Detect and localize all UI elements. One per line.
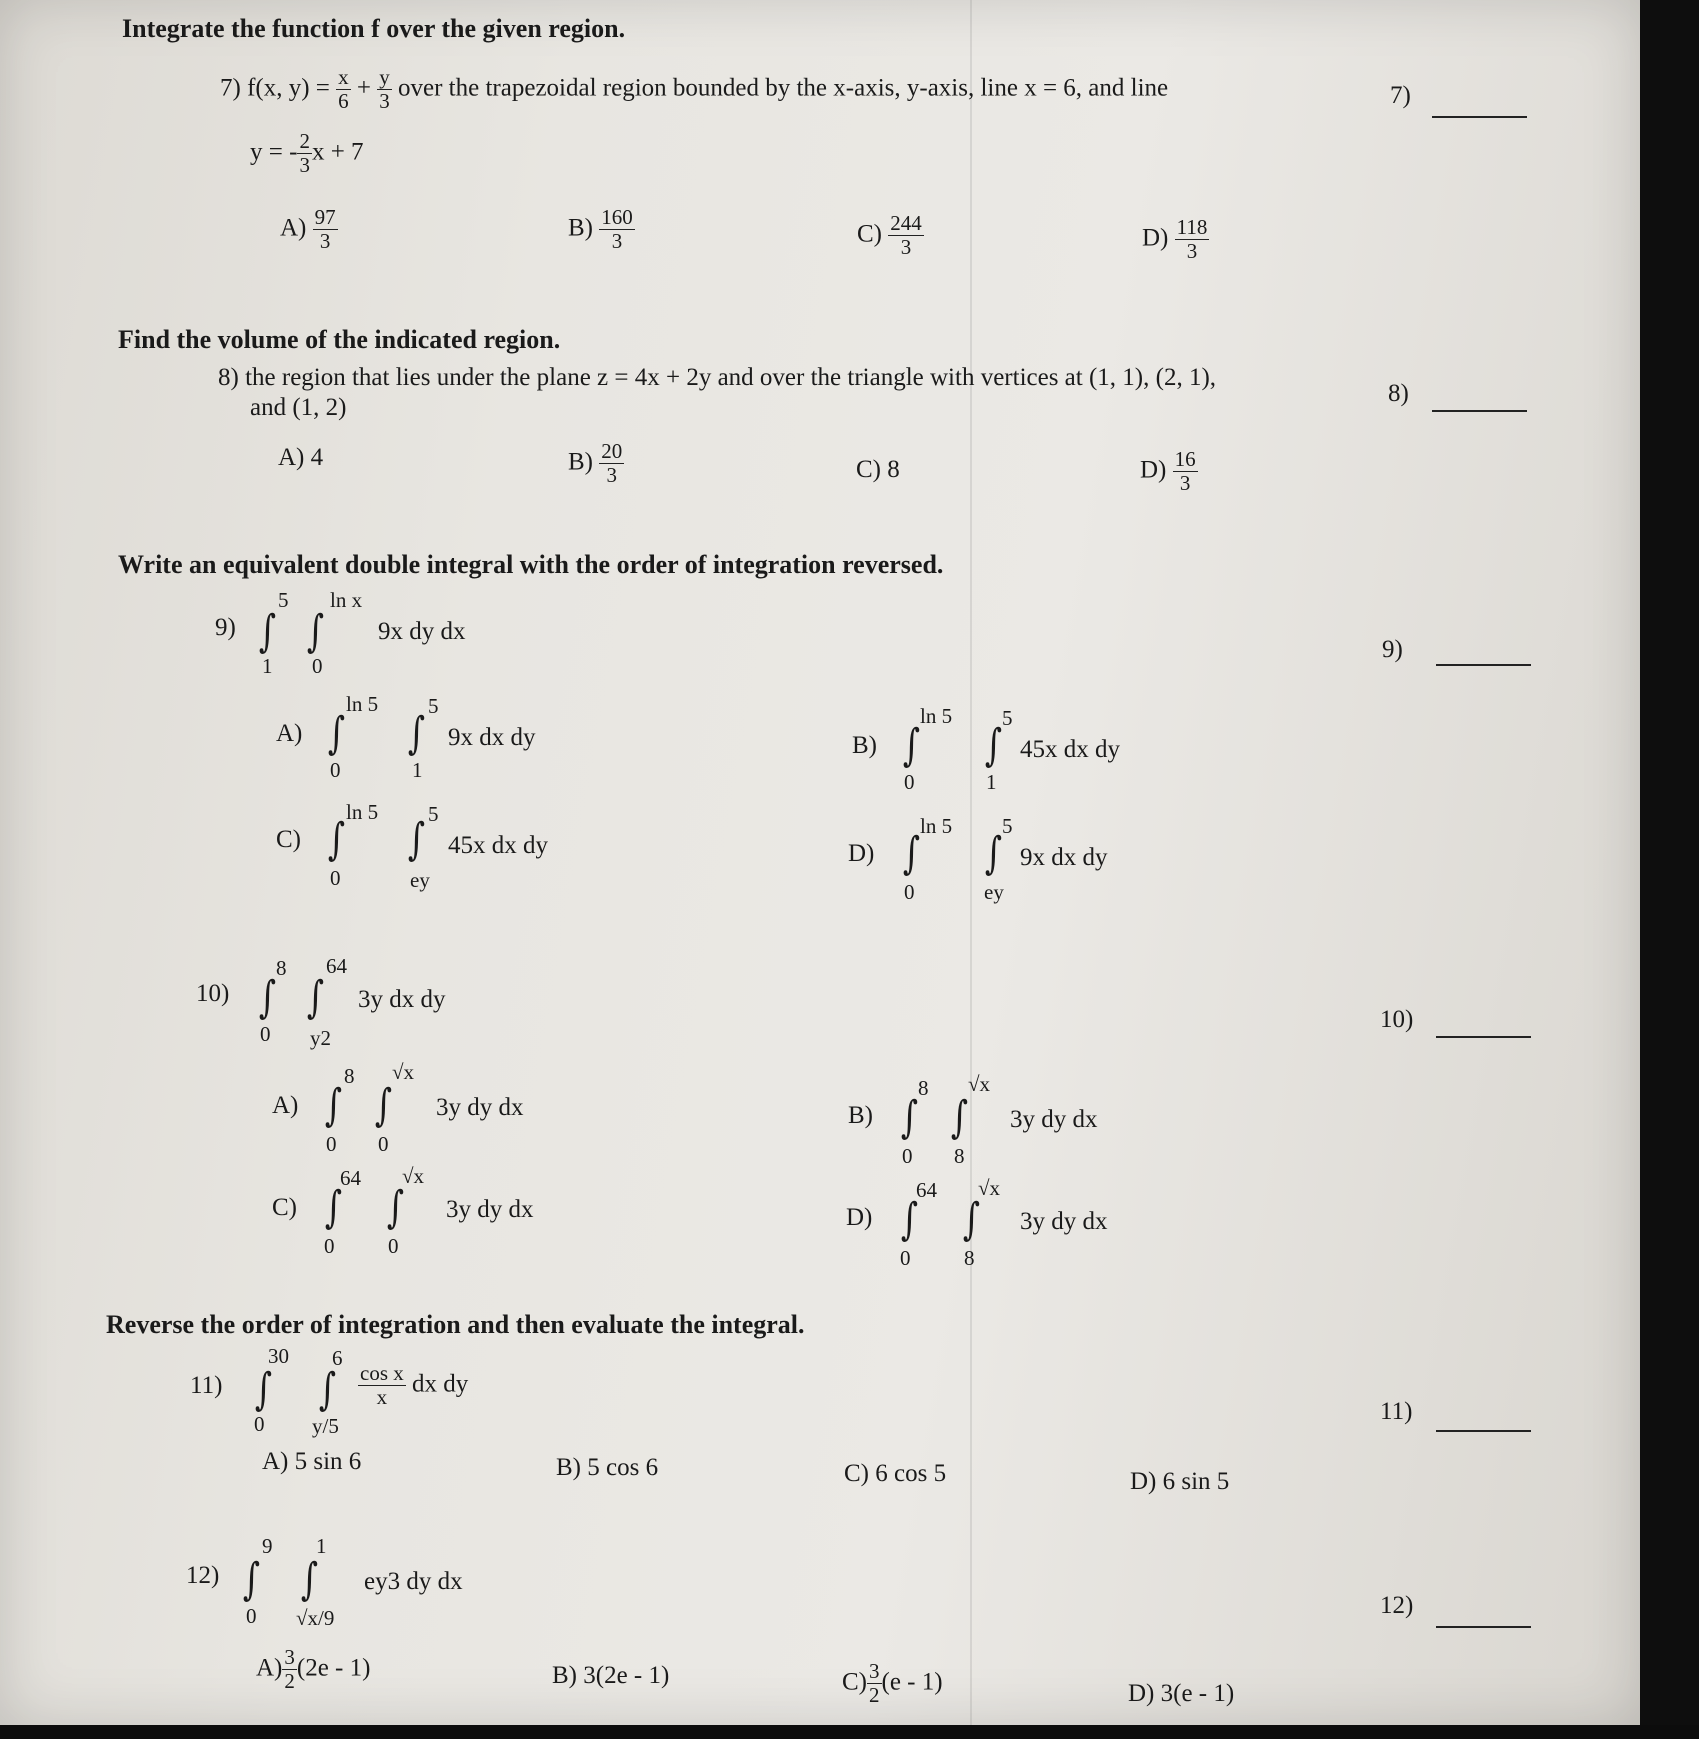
q10-choice-b-label[interactable]: B) [848,1102,873,1129]
q11-answer-blank[interactable] [1436,1430,1531,1432]
q7-answer-blank[interactable] [1432,116,1527,118]
q10-answer-blank[interactable] [1436,1036,1531,1038]
q11-answer-number: 11) [1380,1398,1413,1425]
q9-answer-number: 9) [1382,636,1403,663]
q9-choice-d-label[interactable]: D) [848,840,875,867]
q9-b-outer-lower: 0 [904,770,915,794]
q12-choice-a[interactable]: A) $\frac{3}{2}$ (2e - 1) [256,1645,371,1694]
q9-outer-integral-sign: ∫ [258,606,277,657]
q7-choice-a[interactable]: A) $\frac{97}{3}$ [280,205,336,254]
q12-choice-c[interactable]: C) $\frac{3}{2}$ (e - 1) [842,1659,943,1708]
q10-c-outer-sign: ∫ [324,1182,343,1233]
q10-d-integrand: 3y dy dx [1020,1208,1108,1235]
q12-answer-number: 12) [1380,1592,1414,1619]
q8-choice-b[interactable]: B) $\frac{20}{3}$ [568,439,623,488]
q9-c-inner-sign: ∫ [407,814,426,865]
q10-c-integrand: 3y dy dx [446,1196,534,1223]
q9-a-outer-upper: ln 5 [346,692,379,716]
q11-choice-a[interactable]: A) 5 sin 6 [262,1448,362,1475]
q9-c-outer-lower: 0 [330,866,341,890]
q7-choice-b[interactable]: B) $\frac{160}{3}$ [568,205,633,254]
q10-inner-lower: y2 [310,1026,331,1050]
q8-number: 8) [218,364,239,391]
q9-d-outer-lower: 0 [904,880,915,904]
q9-integrand: 9x dy dx [378,618,466,645]
section-heading-reverse-order: Write an equivalent double integral with the order of integration reversed. [118,550,944,579]
page-fold-line [970,0,972,1725]
q12-choice-d[interactable]: D) 3(e - 1) [1128,1680,1235,1707]
q9-outer-lower: 1 [262,654,273,678]
q10-a-outer-lower: 0 [326,1132,337,1156]
q10-b-inner-upper: √x [968,1072,991,1096]
q9-b-outer-sign: ∫ [902,720,921,771]
q8-choice-d[interactable]: D) $\frac{16}{3}$ [1140,447,1196,496]
q10-c-outer-upper: 64 [340,1166,361,1190]
q10-a-inner-upper: √x [392,1060,415,1084]
q9-a-outer-sign: ∫ [327,708,346,759]
q10-choice-d-label[interactable]: D) [846,1204,873,1231]
q7-plus: + [356,74,372,102]
q12-outer-sign: ∫ [242,1554,261,1605]
question-7-stem [220,66,1168,113]
q7-prefix: f(x, y) = [247,74,330,102]
dark-background-right [1640,0,1699,1739]
q7-text: over the trapezoidal region bounded by the x-axis, y-axis, line x = 6, and line [398,74,1169,102]
q10-b-outer-lower: 0 [902,1144,913,1168]
q7-number: 7) [220,74,241,102]
q11-integrand: $\frac{\text{cos x}}{x}$ dx dy [360,1361,469,1410]
q10-integrand: 3y dx dy [358,986,446,1013]
q10-c-inner-sign: ∫ [386,1182,405,1233]
q9-c-inner-upper: 5 [428,802,439,826]
q10-a-integrand: 3y dy dx [436,1094,524,1121]
q7-choice-c[interactable]: C) $\frac{244}{3}$ [857,211,922,260]
q9-outer-upper: 5 [278,588,289,612]
q9-b-inner-sign: ∫ [984,720,1003,771]
q7-choice-d[interactable]: D) $\frac{118}{3}$ [1142,215,1208,264]
section-heading-reverse-evaluate: Reverse the order of integration and then evaluate the integral. [106,1310,805,1339]
q11-choice-c[interactable]: C) 6 cos 5 [844,1460,947,1487]
q10-a-inner-lower: 0 [378,1132,389,1156]
q9-number: 9) [215,614,236,641]
q10-outer-upper: 8 [276,956,287,980]
q10-b-inner-sign: ∫ [950,1092,969,1143]
q11-inner-lower: y/5 [312,1414,339,1438]
q10-a-outer-sign: ∫ [324,1080,343,1131]
q10-c-inner-lower: 0 [388,1234,399,1258]
q9-choice-a-label[interactable]: A) [276,720,303,747]
q10-d-outer-lower: 0 [900,1246,911,1270]
q12-inner-lower: √x/9 [296,1606,335,1630]
q10-d-inner-lower: 8 [964,1246,975,1270]
dark-background-bottom [0,1725,1699,1739]
q10-b-integrand: 3y dy dx [1010,1106,1098,1133]
q8-choice-c[interactable]: C) 8 [856,456,900,483]
q12-choice-b[interactable]: B) 3(2e - 1) [552,1662,670,1689]
q10-d-inner-sign: ∫ [962,1194,981,1245]
q10-number: 10) [196,980,230,1007]
q9-d-integrand: 9x dx dy [1020,844,1108,871]
q7-line-equation: y = - $\frac{2}{3}$ x + 7 [250,129,364,178]
q9-c-outer-upper: ln 5 [346,800,379,824]
q7-frac-x6: $\frac{x}{6}$ [338,65,349,114]
section-heading-volume: Find the volume of the indicated region. [118,325,561,354]
q12-number: 12) [186,1562,220,1589]
q9-d-outer-sign: ∫ [902,828,921,879]
q10-a-inner-sign: ∫ [374,1080,393,1131]
q10-c-inner-upper: √x [402,1164,425,1188]
q11-outer-upper: 30 [268,1344,289,1368]
section-heading-integrate: Integrate the function f over the given region. [122,14,626,43]
q11-outer-lower: 0 [254,1412,265,1436]
q9-c-integrand: 45x dx dy [448,832,548,859]
q12-integrand: ey3 dy dx [364,1568,463,1595]
q9-a-inner-upper: 5 [428,694,439,718]
q9-c-inner-lower: ey [410,868,430,892]
q9-choice-b-label[interactable]: B) [852,732,877,759]
q10-outer-sign: ∫ [258,972,277,1023]
q7-answer-number: 7) [1390,82,1411,109]
q10-b-outer-upper: 8 [918,1076,929,1100]
q9-a-inner-sign: ∫ [407,708,426,759]
q9-a-outer-lower: 0 [330,758,341,782]
q10-choice-c-label[interactable]: C) [272,1194,297,1221]
q9-a-inner-lower: 1 [412,758,423,782]
q10-inner-upper: 64 [326,954,347,978]
q9-b-inner-lower: 1 [986,770,997,794]
q10-b-outer-sign: ∫ [900,1092,919,1143]
q9-d-outer-upper: ln 5 [920,814,953,838]
question-8-stem [218,364,1216,392]
q10-choice-a-label[interactable]: A) [272,1092,299,1119]
q11-outer-sign: ∫ [254,1364,273,1415]
q8-answer-blank[interactable] [1432,410,1527,412]
q8-text-line1: the region that lies under the plane z = 4x + 2y and over the triangle with vertices at (1, 1), (2, 1), [245,364,1217,391]
q11-choice-b[interactable]: B) 5 cos 6 [556,1454,659,1481]
q9-c-outer-sign: ∫ [327,814,346,865]
q12-answer-blank[interactable] [1436,1626,1531,1628]
q9-b-inner-upper: 5 [1002,706,1013,730]
q9-inner-upper: ln x [330,588,363,612]
q7-frac-y3: $\frac{y}{3}$ [379,65,390,114]
q9-b-outer-upper: ln 5 [920,704,953,728]
q9-d-inner-lower: ey [984,880,1004,904]
q10-d-outer-sign: ∫ [900,1194,919,1245]
q10-d-outer-upper: 64 [916,1178,937,1202]
q9-d-inner-sign: ∫ [984,828,1003,879]
q11-number: 11) [190,1372,223,1399]
q9-a-integrand: 9x dx dy [448,724,536,751]
q11-inner-sign: ∫ [318,1364,337,1415]
q10-d-inner-upper: √x [978,1176,1001,1200]
q10-a-outer-upper: 8 [344,1064,355,1088]
q12-outer-upper: 9 [262,1534,273,1558]
q9-inner-integral-sign: ∫ [306,606,325,657]
q10-b-inner-lower: 8 [954,1144,965,1168]
q12-inner-upper: 1 [316,1534,327,1558]
q10-outer-lower: 0 [260,1022,271,1046]
q8-text-line2: and (1, 2) [250,394,347,421]
q12-inner-sign: ∫ [300,1554,319,1605]
q8-choice-a[interactable]: A) 4 [278,444,324,471]
q10-answer-number: 10) [1380,1006,1414,1033]
q11-choice-d[interactable]: D) 6 sin 5 [1130,1468,1230,1495]
q10-c-outer-lower: 0 [324,1234,335,1258]
q9-d-inner-upper: 5 [1002,814,1013,838]
q11-inner-upper: 6 [332,1346,343,1370]
q8-answer-number: 8) [1388,380,1409,407]
q9-b-integrand: 45x dx dy [1020,736,1120,763]
q10-inner-sign: ∫ [306,972,325,1023]
q12-outer-lower: 0 [246,1604,257,1628]
q9-inner-lower: 0 [312,654,323,678]
q9-answer-blank[interactable] [1436,664,1531,666]
q9-choice-c-label[interactable]: C) [276,826,301,853]
